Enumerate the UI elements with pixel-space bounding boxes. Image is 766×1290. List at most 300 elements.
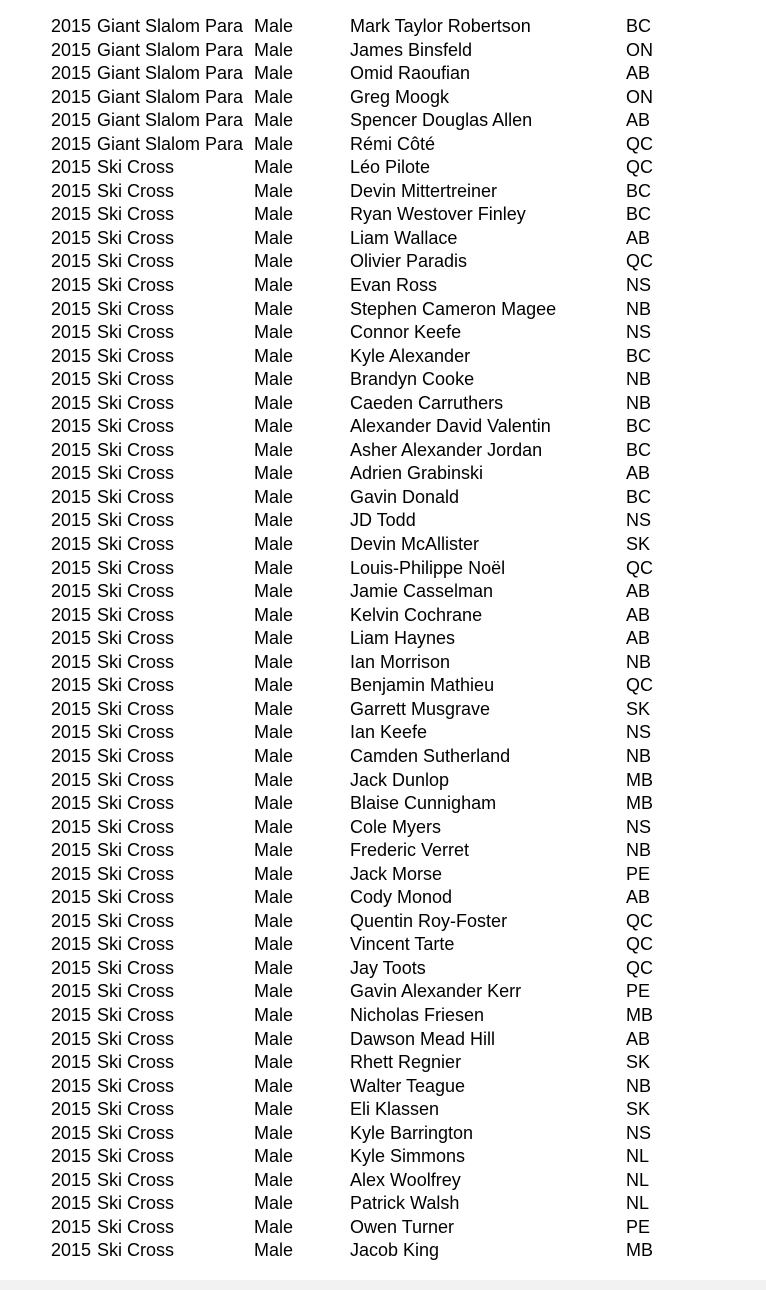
event-cell: Ski Cross bbox=[97, 910, 175, 931]
event-cell: Ski Cross bbox=[97, 204, 175, 225]
table-row bbox=[0, 533, 766, 557]
table-row bbox=[0, 792, 766, 816]
gender-cell: Male bbox=[254, 345, 294, 366]
athlete-name-cell: Camden Sutherland bbox=[350, 745, 511, 766]
province-cell: SK bbox=[626, 1052, 651, 1073]
year-cell: 2015 bbox=[51, 675, 92, 696]
event-cell: Ski Cross bbox=[97, 745, 175, 766]
year-cell: 2015 bbox=[51, 840, 92, 861]
province-cell: ON bbox=[626, 86, 653, 107]
event-cell: Ski Cross bbox=[97, 510, 175, 531]
gender-cell: Male bbox=[254, 745, 294, 766]
table-row bbox=[0, 345, 766, 369]
athlete-name-cell: Liam Wallace bbox=[350, 227, 458, 248]
table-row bbox=[0, 180, 766, 204]
athlete-name-cell: Devin McAllister bbox=[350, 534, 480, 555]
province-cell: BC bbox=[626, 16, 652, 36]
gender-cell: Male bbox=[254, 887, 294, 908]
table-row bbox=[0, 439, 766, 463]
province-cell: MB bbox=[626, 793, 653, 814]
year-cell: 2015 bbox=[51, 769, 92, 790]
table-row bbox=[0, 274, 766, 298]
athlete-name-cell: Blaise Cunnigham bbox=[350, 793, 497, 814]
event-cell: Ski Cross bbox=[97, 840, 175, 861]
province-cell: NB bbox=[626, 392, 652, 413]
province-cell: NB bbox=[626, 651, 652, 672]
province-cell: NB bbox=[626, 369, 652, 390]
year-cell: 2015 bbox=[51, 534, 92, 555]
province-cell: MB bbox=[626, 1004, 653, 1025]
athlete-name-cell: Spencer Douglas Allen bbox=[350, 110, 533, 131]
athlete-list bbox=[0, 15, 766, 1263]
table-row bbox=[0, 886, 766, 910]
year-cell: 2015 bbox=[51, 463, 92, 484]
table-row bbox=[0, 674, 766, 698]
year-cell: 2015 bbox=[51, 910, 92, 931]
province-cell: SK bbox=[626, 1099, 651, 1120]
event-cell: Ski Cross bbox=[97, 534, 175, 555]
event-cell: Ski Cross bbox=[97, 1169, 175, 1190]
gender-cell: Male bbox=[254, 63, 294, 84]
athlete-name-cell: Greg Moogk bbox=[350, 86, 450, 107]
year-cell: 2015 bbox=[51, 887, 92, 908]
event-cell: Ski Cross bbox=[97, 227, 175, 248]
event-cell: Ski Cross bbox=[97, 722, 175, 743]
athlete-name-cell: Ryan Westover Finley bbox=[350, 204, 526, 225]
athlete-name-cell: Omid Raoufian bbox=[350, 63, 471, 84]
event-cell: Ski Cross bbox=[97, 651, 175, 672]
athlete-name-cell: Evan Ross bbox=[350, 275, 438, 296]
athlete-name-cell: Louis-Philippe Noël bbox=[350, 557, 506, 578]
table-row bbox=[0, 415, 766, 439]
table-row bbox=[0, 298, 766, 322]
athlete-name-cell: Devin Mittertreiner bbox=[350, 180, 498, 201]
athlete-name-cell: Owen Turner bbox=[350, 1216, 455, 1237]
year-cell: 2015 bbox=[51, 133, 92, 154]
athlete-name-cell: Patrick Walsh bbox=[350, 1193, 460, 1214]
table-row bbox=[0, 486, 766, 510]
event-cell: Ski Cross bbox=[97, 604, 175, 625]
year-cell: 2015 bbox=[51, 86, 92, 107]
year-cell: 2015 bbox=[51, 275, 92, 296]
event-cell: Ski Cross bbox=[97, 675, 175, 696]
gender-cell: Male bbox=[254, 463, 294, 484]
gender-cell: Male bbox=[254, 722, 294, 743]
table-row bbox=[0, 321, 766, 345]
gender-cell: Male bbox=[254, 1099, 294, 1120]
athlete-name-cell: Rhett Regnier bbox=[350, 1052, 462, 1073]
province-cell: SK bbox=[626, 698, 651, 719]
event-cell: Ski Cross bbox=[97, 1240, 175, 1261]
gender-cell: Male bbox=[254, 581, 294, 602]
province-cell: AB bbox=[626, 227, 651, 248]
table-row bbox=[0, 1169, 766, 1193]
gender-cell: Male bbox=[254, 840, 294, 861]
event-cell: Ski Cross bbox=[97, 392, 175, 413]
table-row bbox=[0, 769, 766, 793]
province-cell: NL bbox=[626, 1146, 650, 1167]
event-cell: Giant Slalom Para bbox=[97, 16, 244, 36]
table-row bbox=[0, 509, 766, 533]
year-cell: 2015 bbox=[51, 793, 92, 814]
event-cell: Ski Cross bbox=[97, 486, 175, 507]
province-cell: NS bbox=[626, 322, 652, 343]
year-cell: 2015 bbox=[51, 957, 92, 978]
table-row bbox=[0, 1028, 766, 1052]
year-cell: 2015 bbox=[51, 1099, 92, 1120]
province-cell: PE bbox=[626, 863, 651, 884]
athlete-name-cell: JD Todd bbox=[350, 510, 416, 531]
athlete-name-cell: Gavin Donald bbox=[350, 486, 460, 507]
table-row bbox=[0, 1192, 766, 1216]
province-cell: AB bbox=[626, 887, 651, 908]
athlete-name-cell: Adrien Grabinski bbox=[350, 463, 484, 484]
gender-cell: Male bbox=[254, 793, 294, 814]
athlete-name-cell: Garrett Musgrave bbox=[350, 698, 491, 719]
year-cell: 2015 bbox=[51, 1075, 92, 1096]
gender-cell: Male bbox=[254, 628, 294, 649]
event-cell: Ski Cross bbox=[97, 1193, 175, 1214]
province-cell: AB bbox=[626, 63, 651, 84]
athlete-name-cell: Kelvin Cochrane bbox=[350, 604, 483, 625]
year-cell: 2015 bbox=[51, 63, 92, 84]
province-cell: NB bbox=[626, 840, 652, 861]
gender-cell: Male bbox=[254, 1240, 294, 1261]
table-row bbox=[0, 1216, 766, 1240]
province-cell: SK bbox=[626, 534, 651, 555]
event-cell: Ski Cross bbox=[97, 463, 175, 484]
year-cell: 2015 bbox=[51, 298, 92, 319]
event-cell: Ski Cross bbox=[97, 887, 175, 908]
year-cell: 2015 bbox=[51, 1028, 92, 1049]
event-cell: Ski Cross bbox=[97, 439, 175, 460]
event-cell: Ski Cross bbox=[97, 1052, 175, 1073]
athlete-name-cell: Stephen Cameron Magee bbox=[350, 298, 557, 319]
table-row bbox=[0, 203, 766, 227]
athlete-name-cell: Ian Morrison bbox=[350, 651, 451, 672]
table-row bbox=[0, 109, 766, 133]
table-row bbox=[0, 62, 766, 86]
table-row bbox=[0, 863, 766, 887]
gender-cell: Male bbox=[254, 439, 294, 460]
year-cell: 2015 bbox=[51, 345, 92, 366]
event-cell: Ski Cross bbox=[97, 416, 175, 437]
athlete-name-cell: Jack Morse bbox=[350, 863, 443, 884]
athlete-name-cell: Mark Taylor Robertson bbox=[350, 16, 531, 36]
year-cell: 2015 bbox=[51, 486, 92, 507]
year-cell: 2015 bbox=[51, 1146, 92, 1167]
year-cell: 2015 bbox=[51, 1193, 92, 1214]
table-row bbox=[0, 910, 766, 934]
athlete-name-cell: Kyle Simmons bbox=[350, 1146, 466, 1167]
province-cell: NS bbox=[626, 275, 652, 296]
table-row bbox=[0, 39, 766, 63]
gender-cell: Male bbox=[254, 769, 294, 790]
province-cell: QC bbox=[626, 957, 653, 978]
athlete-name-cell: Rémi Côté bbox=[350, 133, 436, 154]
year-cell: 2015 bbox=[51, 1169, 92, 1190]
athlete-name-cell: Connor Keefe bbox=[350, 322, 462, 343]
event-cell: Giant Slalom Para bbox=[97, 86, 244, 107]
table-row bbox=[0, 250, 766, 274]
gender-cell: Male bbox=[254, 957, 294, 978]
gender-cell: Male bbox=[254, 1122, 294, 1143]
athlete-name-cell: Kyle Alexander bbox=[350, 345, 471, 366]
table-row bbox=[0, 580, 766, 604]
gender-cell: Male bbox=[254, 816, 294, 837]
gender-cell: Male bbox=[254, 39, 294, 60]
province-cell: AB bbox=[626, 581, 651, 602]
year-cell: 2015 bbox=[51, 863, 92, 884]
province-cell: QC bbox=[626, 557, 653, 578]
province-cell: QC bbox=[626, 157, 653, 178]
table-row bbox=[0, 557, 766, 581]
province-cell: BC bbox=[626, 486, 652, 507]
event-cell: Ski Cross bbox=[97, 1216, 175, 1237]
province-cell: AB bbox=[626, 1028, 651, 1049]
gender-cell: Male bbox=[254, 698, 294, 719]
year-cell: 2015 bbox=[51, 1216, 92, 1237]
province-cell: ON bbox=[626, 39, 653, 60]
event-cell: Ski Cross bbox=[97, 698, 175, 719]
province-cell: NB bbox=[626, 298, 652, 319]
event-cell: Ski Cross bbox=[97, 581, 175, 602]
province-cell: AB bbox=[626, 604, 651, 625]
athlete-name-cell: Eli Klassen bbox=[350, 1099, 440, 1120]
gender-cell: Male bbox=[254, 227, 294, 248]
year-cell: 2015 bbox=[51, 227, 92, 248]
gender-cell: Male bbox=[254, 863, 294, 884]
athlete-name-cell: Cole Myers bbox=[350, 816, 442, 837]
athlete-name-cell: Frederic Verret bbox=[350, 840, 470, 861]
gender-cell: Male bbox=[254, 910, 294, 931]
athlete-name-cell: Alex Woolfrey bbox=[350, 1169, 461, 1190]
gender-cell: Male bbox=[254, 934, 294, 955]
athlete-name-cell: Walter Teague bbox=[350, 1075, 466, 1096]
year-cell: 2015 bbox=[51, 369, 92, 390]
year-cell: 2015 bbox=[51, 180, 92, 201]
event-cell: Ski Cross bbox=[97, 1099, 175, 1120]
province-cell: AB bbox=[626, 463, 651, 484]
event-cell: Ski Cross bbox=[97, 369, 175, 390]
event-cell: Ski Cross bbox=[97, 816, 175, 837]
gender-cell: Male bbox=[254, 86, 294, 107]
gender-cell: Male bbox=[254, 1216, 294, 1237]
province-cell: NS bbox=[626, 1122, 652, 1143]
year-cell: 2015 bbox=[51, 16, 92, 36]
table-row bbox=[0, 745, 766, 769]
year-cell: 2015 bbox=[51, 322, 92, 343]
year-cell: 2015 bbox=[51, 416, 92, 437]
table-row bbox=[0, 1122, 766, 1146]
gender-cell: Male bbox=[254, 1004, 294, 1025]
table-row bbox=[0, 1145, 766, 1169]
table-row bbox=[0, 133, 766, 157]
gender-cell: Male bbox=[254, 133, 294, 154]
table-row bbox=[0, 698, 766, 722]
gender-cell: Male bbox=[254, 369, 294, 390]
province-cell: MB bbox=[626, 1240, 653, 1261]
event-cell: Ski Cross bbox=[97, 1146, 175, 1167]
year-cell: 2015 bbox=[51, 1240, 92, 1261]
event-cell: Ski Cross bbox=[97, 275, 175, 296]
gender-cell: Male bbox=[254, 604, 294, 625]
athlete-name-cell: Léo Pilote bbox=[350, 157, 431, 178]
athlete-name-cell: Dawson Mead Hill bbox=[350, 1028, 496, 1049]
event-cell: Ski Cross bbox=[97, 157, 175, 178]
table-row bbox=[0, 368, 766, 392]
province-cell: QC bbox=[626, 934, 653, 955]
table-row bbox=[0, 980, 766, 1004]
table-row bbox=[0, 1004, 766, 1028]
event-cell: Ski Cross bbox=[97, 557, 175, 578]
year-cell: 2015 bbox=[51, 157, 92, 178]
province-cell: NS bbox=[626, 722, 652, 743]
gender-cell: Male bbox=[254, 251, 294, 272]
event-cell: Ski Cross bbox=[97, 180, 175, 201]
province-cell: AB bbox=[626, 110, 651, 131]
year-cell: 2015 bbox=[51, 581, 92, 602]
year-cell: 2015 bbox=[51, 651, 92, 672]
province-cell: BC bbox=[626, 180, 652, 201]
province-cell: NS bbox=[626, 510, 652, 531]
gender-cell: Male bbox=[254, 651, 294, 672]
province-cell: AB bbox=[626, 628, 651, 649]
event-cell: Ski Cross bbox=[97, 298, 175, 319]
year-cell: 2015 bbox=[51, 510, 92, 531]
year-cell: 2015 bbox=[51, 698, 92, 719]
year-cell: 2015 bbox=[51, 745, 92, 766]
year-cell: 2015 bbox=[51, 39, 92, 60]
table-row bbox=[0, 627, 766, 651]
year-cell: 2015 bbox=[51, 1122, 92, 1143]
table-row bbox=[0, 721, 766, 745]
event-cell: Ski Cross bbox=[97, 981, 175, 1002]
event-cell: Giant Slalom Para bbox=[97, 63, 244, 84]
table-row bbox=[0, 15, 766, 39]
table-row bbox=[0, 1239, 766, 1263]
table-row bbox=[0, 1098, 766, 1122]
table-row bbox=[0, 651, 766, 675]
year-cell: 2015 bbox=[51, 251, 92, 272]
gender-cell: Male bbox=[254, 16, 294, 36]
province-cell: BC bbox=[626, 416, 652, 437]
athlete-name-cell: James Binsfeld bbox=[350, 39, 473, 60]
province-cell: BC bbox=[626, 439, 652, 460]
event-cell: Ski Cross bbox=[97, 1028, 175, 1049]
province-cell: BC bbox=[626, 204, 652, 225]
athlete-name-cell: Asher Alexander Jordan bbox=[350, 439, 543, 460]
gender-cell: Male bbox=[254, 557, 294, 578]
province-cell: PE bbox=[626, 1216, 651, 1237]
year-cell: 2015 bbox=[51, 557, 92, 578]
event-cell: Giant Slalom Para bbox=[97, 133, 244, 154]
table-row bbox=[0, 1075, 766, 1099]
gender-cell: Male bbox=[254, 157, 294, 178]
year-cell: 2015 bbox=[51, 722, 92, 743]
athlete-name-cell: Olivier Paradis bbox=[350, 251, 468, 272]
province-cell: NB bbox=[626, 1075, 652, 1096]
athlete-name-cell: Nicholas Friesen bbox=[350, 1004, 485, 1025]
event-cell: Ski Cross bbox=[97, 769, 175, 790]
athlete-name-cell: Liam Haynes bbox=[350, 628, 456, 649]
athlete-name-cell: Cody Monod bbox=[350, 887, 453, 908]
gender-cell: Male bbox=[254, 298, 294, 319]
table-row bbox=[0, 227, 766, 251]
table-row bbox=[0, 933, 766, 957]
province-cell: QC bbox=[626, 133, 653, 154]
gender-cell: Male bbox=[254, 180, 294, 201]
event-cell: Giant Slalom Para bbox=[97, 39, 244, 60]
athlete-name-cell: Quentin Roy-Foster bbox=[350, 910, 508, 931]
event-cell: Ski Cross bbox=[97, 251, 175, 272]
year-cell: 2015 bbox=[51, 1052, 92, 1073]
page-bottom-edge bbox=[0, 1280, 766, 1290]
event-cell: Ski Cross bbox=[97, 957, 175, 978]
province-cell: MB bbox=[626, 769, 653, 790]
province-cell: NL bbox=[626, 1193, 650, 1214]
gender-cell: Male bbox=[254, 981, 294, 1002]
year-cell: 2015 bbox=[51, 110, 92, 131]
gender-cell: Male bbox=[254, 1075, 294, 1096]
table-row bbox=[0, 816, 766, 840]
table-row bbox=[0, 86, 766, 110]
year-cell: 2015 bbox=[51, 816, 92, 837]
year-cell: 2015 bbox=[51, 204, 92, 225]
table-row bbox=[0, 1051, 766, 1075]
athlete-name-cell: Alexander David Valentin bbox=[350, 416, 551, 437]
event-cell: Ski Cross bbox=[97, 1075, 175, 1096]
year-cell: 2015 bbox=[51, 1004, 92, 1025]
athlete-name-cell: Jacob King bbox=[350, 1240, 440, 1261]
table-row bbox=[0, 839, 766, 863]
athlete-name-cell: Caeden Carruthers bbox=[350, 392, 504, 413]
province-cell: BC bbox=[626, 345, 652, 366]
table-row bbox=[0, 156, 766, 180]
gender-cell: Male bbox=[254, 1169, 294, 1190]
province-cell: QC bbox=[626, 675, 653, 696]
gender-cell: Male bbox=[254, 486, 294, 507]
event-cell: Ski Cross bbox=[97, 1122, 175, 1143]
event-cell: Ski Cross bbox=[97, 322, 175, 343]
athlete-name-cell: Jamie Casselman bbox=[350, 581, 494, 602]
gender-cell: Male bbox=[254, 534, 294, 555]
event-cell: Giant Slalom Para bbox=[97, 110, 244, 131]
event-cell: Ski Cross bbox=[97, 793, 175, 814]
gender-cell: Male bbox=[254, 275, 294, 296]
athlete-name-cell: Benjamin Mathieu bbox=[350, 675, 495, 696]
year-cell: 2015 bbox=[51, 981, 92, 1002]
year-cell: 2015 bbox=[51, 628, 92, 649]
athlete-name-cell: Jay Toots bbox=[350, 957, 426, 978]
table-row bbox=[0, 957, 766, 981]
gender-cell: Male bbox=[254, 110, 294, 131]
gender-cell: Male bbox=[254, 416, 294, 437]
table-row bbox=[0, 392, 766, 416]
gender-cell: Male bbox=[254, 322, 294, 343]
athlete-name-cell: Ian Keefe bbox=[350, 722, 428, 743]
year-cell: 2015 bbox=[51, 934, 92, 955]
province-cell: PE bbox=[626, 981, 651, 1002]
event-cell: Ski Cross bbox=[97, 628, 175, 649]
gender-cell: Male bbox=[254, 1028, 294, 1049]
gender-cell: Male bbox=[254, 1193, 294, 1214]
province-cell: NB bbox=[626, 745, 652, 766]
province-cell: QC bbox=[626, 251, 653, 272]
year-cell: 2015 bbox=[51, 392, 92, 413]
athlete-name-cell: Vincent Tarte bbox=[350, 934, 455, 955]
gender-cell: Male bbox=[254, 1146, 294, 1167]
